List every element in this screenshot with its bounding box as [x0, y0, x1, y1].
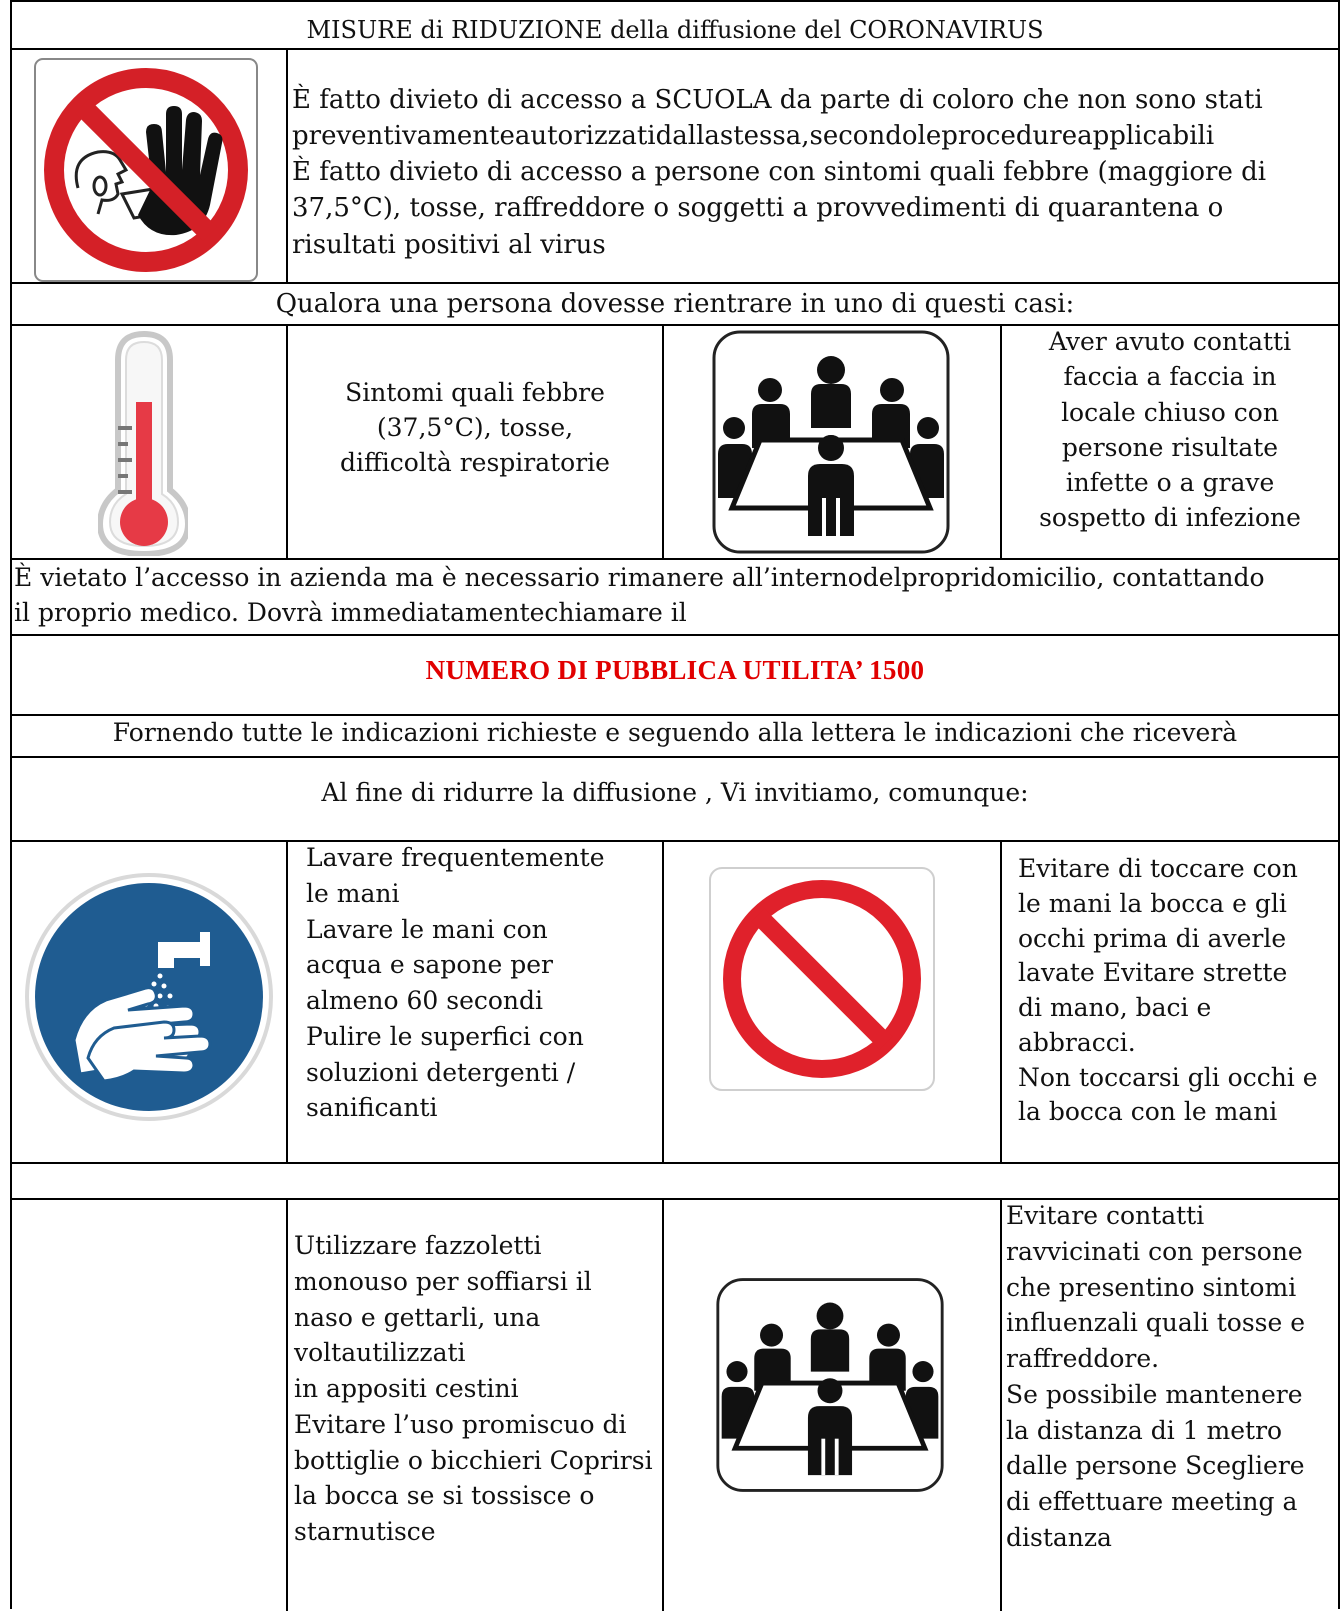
- cell-divider: [662, 1200, 664, 1611]
- text-line: Utilizzare fazzoletti: [294, 1231, 542, 1260]
- cell-divider: [286, 50, 288, 282]
- text-line: sanificanti: [306, 1093, 438, 1123]
- case-heading: Qualora una persona dovesse rientrare in uno di questi casi:: [275, 289, 1075, 319]
- wash-hands-icon: [24, 872, 274, 1122]
- text-line: distanza: [1006, 1522, 1112, 1552]
- prohibited-icon: [708, 866, 936, 1092]
- case-heading-row: [10, 282, 1340, 324]
- no-entry-hand-icon: [34, 58, 258, 282]
- invitation-text: Al fine di ridurre la diffusione , Vi invitiamo, comunque:: [321, 778, 1029, 807]
- contacts-text: [1002, 324, 1338, 536]
- meeting-table-icon: [710, 328, 952, 556]
- text-line: la distanza di 1 metro: [1006, 1415, 1283, 1445]
- meeting-table-icon: [714, 1272, 946, 1498]
- invitation-row: [10, 756, 1340, 840]
- text-line: Lavare le mani con: [306, 914, 548, 944]
- text-line: difficoltà respiratorie: [340, 447, 610, 477]
- cell-divider: [662, 326, 664, 558]
- access-rule-line: risultati positivi al virus: [292, 229, 606, 260]
- text-line: Non toccarsi gli occhi e: [1018, 1062, 1318, 1092]
- text-line: bottiglie o bicchieri Coprirsi: [294, 1445, 653, 1475]
- text-line: Lavare frequentemente: [306, 843, 605, 872]
- instructions-text: Fornendo tutte le indicazioni richieste e seguendo alla lettera le indicazioni che riceverà: [112, 718, 1238, 747]
- text-line: occhi prima di averle: [1018, 923, 1287, 953]
- text-line: ravvicinati con persone: [1006, 1236, 1303, 1266]
- text-line: lavate Evitare strette: [1018, 958, 1288, 988]
- distance-row: [10, 1198, 1340, 1609]
- text-line: la bocca se si tossisce o: [294, 1481, 595, 1511]
- symptoms-text: [288, 376, 662, 480]
- access-rule-line: preventivamenteautorizzatidallastessa,secondoleprocedureapplicabili: [292, 121, 1215, 152]
- text-line: di effettuare meeting a: [1006, 1487, 1298, 1516]
- text-line: di mano, baci e: [1018, 993, 1212, 1022]
- instructions-row: [10, 714, 1340, 756]
- prohibition-row: [10, 558, 1340, 634]
- cell-divider: [662, 842, 664, 1162]
- distance-text: [1006, 1198, 1336, 1556]
- text-line: Aver avuto contatti: [1048, 327, 1292, 356]
- text-line: la bocca con le mani: [1018, 1097, 1278, 1127]
- hygiene-row: [10, 840, 1340, 1162]
- text-line: Evitare l’uso promiscuo di: [294, 1409, 627, 1439]
- access-rule-text: [292, 82, 1332, 263]
- hotline-row: [10, 634, 1340, 714]
- text-line: influenzali quali tosse e: [1006, 1308, 1306, 1338]
- access-rule-line: È fatto divieto di accesso a persone con sintomi quali febbre (maggiore di: [292, 157, 1267, 188]
- text-line: starnutisce: [294, 1517, 436, 1546]
- text-line: sospetto di infezione: [1039, 503, 1301, 533]
- prohibition-text: [14, 560, 1334, 630]
- text-line: monouso per soffiarsi il: [294, 1266, 592, 1296]
- text-line: in appositi cestini: [294, 1374, 519, 1403]
- text-line: locale chiuso con: [1061, 397, 1279, 427]
- text-line: faccia a faccia in: [1063, 362, 1277, 392]
- text-line: Pulire le superfici con: [306, 1021, 584, 1051]
- text-line: naso e gettarli, una: [294, 1302, 541, 1332]
- text-line: infette o a grave: [1065, 468, 1275, 497]
- text-line: le mani la bocca e gli: [1018, 888, 1287, 918]
- cell-divider: [286, 842, 288, 1162]
- spacer-row: [10, 1162, 1340, 1198]
- cases-row: [10, 324, 1340, 558]
- text-line: le mani: [306, 878, 400, 908]
- text-line: persone risultate: [1061, 432, 1279, 462]
- thermometer-icon: [98, 330, 188, 556]
- text-line: raffreddore.: [1006, 1344, 1160, 1373]
- no-touch-text: [1018, 852, 1336, 1130]
- wash-hands-text: [306, 840, 656, 1126]
- title-row: [10, 0, 1340, 48]
- access-rule-line: È fatto divieto di accesso a SCUOLA da parte di coloro che non sono stati: [292, 85, 1263, 115]
- text-line: Se possibile mantenere: [1006, 1379, 1303, 1409]
- text-line: il proprio medico. Dovrà immediatamentechiamare il: [14, 598, 687, 627]
- text-line: Sintomi quali febbre: [345, 378, 605, 407]
- text-line: Evitare contatti: [1006, 1201, 1205, 1230]
- cell-divider: [1000, 842, 1002, 1162]
- text-line: (37,5°C), tosse,: [376, 412, 574, 442]
- text-line: dalle persone Scegliere: [1006, 1451, 1305, 1481]
- access-rule-row: [10, 48, 1340, 282]
- text-line: che presentino sintomi: [1006, 1272, 1297, 1302]
- text-line: abbracci.: [1018, 1027, 1136, 1057]
- text-line: voltautilizzati: [294, 1338, 466, 1368]
- tissues-text: [294, 1228, 658, 1550]
- cell-divider: [1000, 1200, 1002, 1611]
- notice-table: [10, 0, 1340, 1609]
- text-line: almeno 60 secondi: [306, 986, 544, 1015]
- cell-divider: [286, 1200, 288, 1611]
- access-rule-line: 37,5°C), tosse, raffreddore o soggetti a provvedimenti di quarantena o: [292, 193, 1224, 224]
- text-line: Evitare di toccare con: [1018, 854, 1298, 883]
- text-line: soluzioni detergenti /: [306, 1057, 576, 1087]
- text-line: acqua e sapone per: [306, 950, 553, 980]
- page-title: MISURE di RIDUZIONE della diffusione del CORONAVIRUS: [306, 16, 1044, 44]
- text-line: È vietato l’accesso in azienda ma è necessario rimanere all’internodelpropridomicilio, contattando: [14, 563, 1265, 592]
- hotline-number: NUMERO DI PUBBLICA UTILITA’ 1500: [425, 655, 925, 685]
